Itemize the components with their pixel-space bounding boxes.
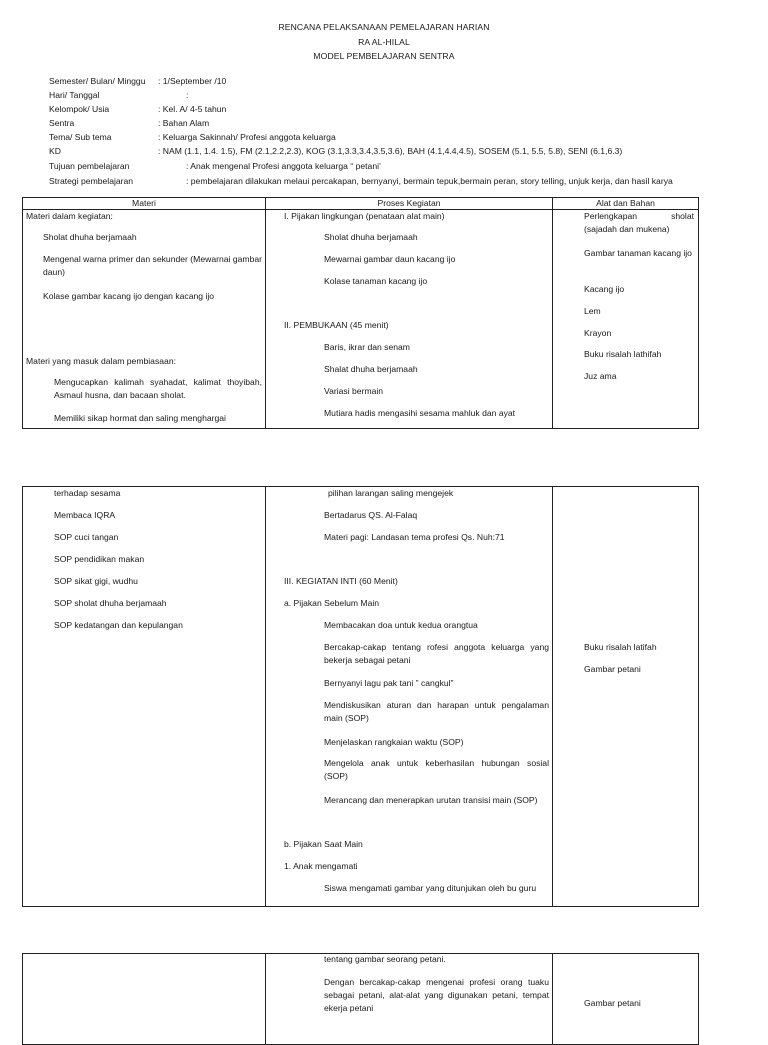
activity-item: Mengelola anak untuk keberhasilan hubungan sosial (SOP) [324,758,549,781]
materi-item: SOP kedatangan dan kepulangan [54,620,183,630]
alat-item: Perlengkapan sholat (sajadah dan mukena) [584,211,694,234]
sub-heading: b. Pijakan Saat Main [284,839,363,849]
alat-item: Gambar tanaman kacang ijo [584,248,692,258]
materi-cell [23,210,266,429]
materi-cell [23,487,266,907]
proses-cell [266,954,553,1045]
kd-label: KD [49,146,61,156]
proses-cell [266,487,553,907]
hari-value: : [186,90,189,100]
activity-item: Mewarnai gambar daun kacang ijo [324,254,456,264]
materi-item: Kolase gambar kacang ijo dengan kacang ijo [43,291,215,301]
materi-cell [23,954,266,1045]
sub-heading: a. Pijakan Sebelum Main [284,598,380,608]
alat-item: Buku risalah latifah [584,642,657,652]
alat-item: Buku risalah lathifah [584,349,662,359]
semester-value: : 1/September /10 [158,76,227,86]
activity-item: Dengan bercakap-cakap mengenai profesi orang tuaku sebagai petani, alat-alat yang digunakan petani, tempat ekerja petani [324,977,549,1013]
materi-item: SOP sholat dhuha berjamaah [54,598,167,608]
header-materi: Materi [23,198,266,210]
lesson-table-page-3 [22,953,699,1045]
kd-value: : NAM (1.1, 1.4. 1.5), FM (2.1,2.2,2.3), KOG (3.1,3.3,3.4,3.5,3.6), BAH (4.1,4.4,4.5), SOSEM (5.1, 5.5, 5.8), SENI (6.1,6.3) [158,146,623,156]
activity-item: Materi pagi: Landasan tema profesi Qs. Nuh:71 [324,532,505,542]
activity-item: Menjelaskan rangkaian waktu (SOP) [324,737,464,747]
sub-heading: 1. Anak mengamati [284,861,358,871]
activity-item: Kolase tanaman kacang ijo [324,276,428,286]
tujuan-label: Tujuan pembelajaran [49,161,130,171]
tema-label: Tema/ Sub tema [49,132,112,142]
materi-title: Materi dalam kegiatan: [26,211,113,221]
activity-item: Merancang dan menerapkan urutan transisi main (SOP) [324,795,538,805]
activity-item: Mendiskusikan aturan dan harapan untuk pengalaman main (SOP) [324,700,549,723]
pembiasaan-item: Memiliki sikap hormat dan saling menghargai [54,413,226,423]
strategi-value: : pembelajaran dilakukan melaui percakapan, bernyanyi, bermain tepuk,bermain peran, story telling, unjuk kerja, dan hasil karya [186,176,673,186]
semester-label: Semester/ Bulan/ Minggu [49,76,146,86]
activity-item: Baris, ikrar dan senam [324,342,410,352]
pembiasaan-item: Mengucapkan kalimah syahadat, kalimat thoyibah, Asmaul husna, dan bacaan sholat. [54,377,262,400]
activity-item: Membacakan doa untuk kedua orangtua [324,620,478,630]
header-proses: Proses Kegiatan [266,198,553,210]
kelompok-label: Kelompok/ Usia [49,104,110,114]
activity-item: Variasi bermain [324,386,384,396]
activity-item: tentang gambar seorang petani. [324,954,446,964]
header-alat: Alat dan Bahan [553,198,699,210]
tujuan-value: : Anak mengenal Profesi anggota keluarga “ petani’ [186,161,381,171]
sentra-value: : Bahan Alam [158,118,210,128]
alat-item: Gambar petani [584,998,641,1008]
lesson-table-page-1 [22,197,699,429]
activity-item: Bernyanyi lagu pak tani ” cangkul” [324,678,454,688]
school-name: RA AL-HILAL [358,37,410,47]
materi-item: Sholat dhuha berjamaah [43,232,137,242]
activity-item: Sholat dhuha berjamaah [324,232,418,242]
alat-item: Kacang ijo [584,284,625,294]
section-heading: I. Pijakan lingkungan (penataan alat main) [284,211,445,221]
strategi-label: Strategi pembelajaran [49,176,134,186]
activity-item: Mutiara hadis mengasihi sesama mahluk dan ayat [324,408,516,418]
materi-item: SOP sikat gigi, wudhu [54,576,138,586]
activity-item: Bertadarus QS. Al-Falaq [324,510,418,520]
section-heading: II. PEMBUKAAN (45 menit) [284,320,389,330]
activity-item: Siswa mengamati gambar yang ditunjukan oleh bu guru [324,883,537,893]
alat-cell [553,954,699,1045]
lesson-table-page-2 [22,486,699,907]
materi-item: SOP cuci tangan [54,532,119,542]
learning-model: MODEL PEMBELAJARAN SENTRA [313,51,455,61]
alat-item: Gambar petani [584,664,641,674]
alat-item: Juz ama [584,371,617,381]
alat-item: Lem [584,306,601,316]
materi-item: Mengenal warna primer dan sekunder (Mewarnai gambar daun) [43,254,262,277]
tema-value: : Keluarga Sakinnah/ Profesi anggota keluarga [158,132,336,142]
pembiasaan-title: Materi yang masuk dalam pembiasaan: [26,356,176,366]
alat-cell [553,487,699,907]
materi-item: terhadap sesama [54,488,121,498]
kelompok-value: : Kel. A/ 4-5 tahun [158,104,227,114]
materi-item: SOP pendidikan makan [54,554,145,564]
activity-item: pilihan larangan saling mengejek [328,488,454,498]
doc-title: RENCANA PELAKSANAAN PEMELAJARAN HARIAN [278,22,490,32]
proses-cell [266,210,553,429]
sentra-label: Sentra [49,118,75,128]
alat-cell [553,210,699,429]
activity-item: Bercakap-cakap tentang rofesi anggota keluarga yang bekerja sebagai petani [324,642,549,665]
materi-item: Membaca IQRA [54,510,116,520]
hari-label: Hari/ Tanggal [49,90,100,100]
activity-item: Shalat dhuha berjamaah [324,364,418,374]
alat-item: Krayon [584,328,612,338]
section-heading: III. KEGIATAN INTI (60 Menit) [284,576,398,586]
